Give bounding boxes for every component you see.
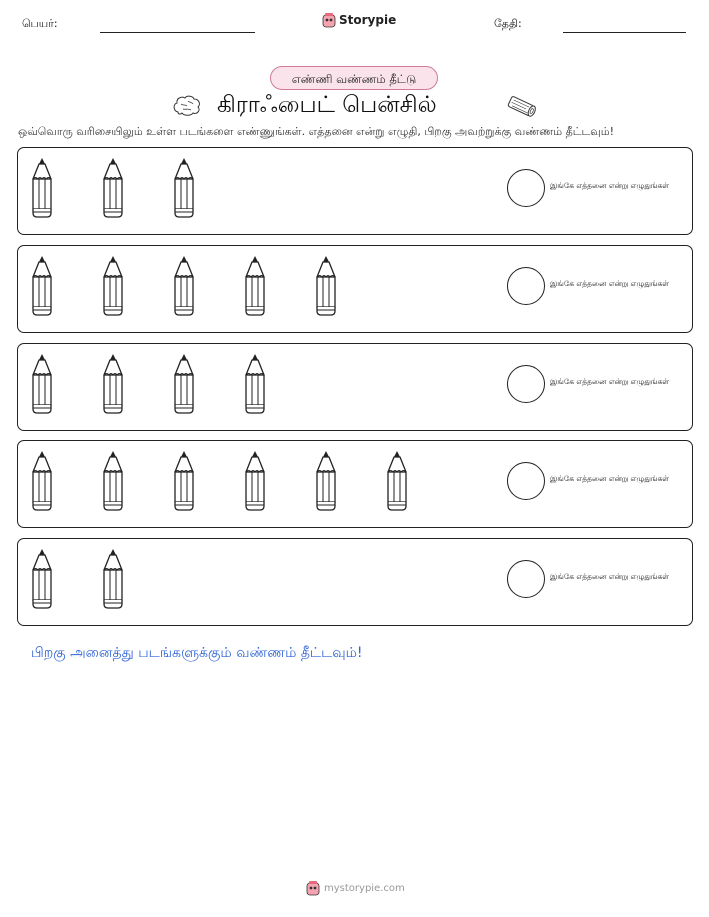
answer-circle[interactable] xyxy=(507,267,545,305)
date-label: தேதி: xyxy=(494,17,522,30)
name-write-line[interactable] xyxy=(100,32,255,33)
log-icon xyxy=(505,93,539,119)
footer-url: mystorypie.com xyxy=(324,882,405,894)
pencil-icon xyxy=(101,157,125,223)
pencil-icon xyxy=(172,157,196,223)
answer-prompt: இங்கே எத்தனை என்று எழுதுங்கள் xyxy=(550,279,670,288)
pencil-icon xyxy=(101,255,125,321)
counting-row xyxy=(17,343,693,431)
pencil-icon xyxy=(243,353,267,419)
storypie-brand xyxy=(322,12,396,28)
page-title: கிராஃபைட் பென்சில் xyxy=(217,92,437,118)
pencil-icon xyxy=(101,353,125,419)
answer-circle[interactable] xyxy=(507,365,545,403)
pencil-icon xyxy=(172,353,196,419)
brand-name: Storypie xyxy=(339,13,397,27)
counting-row xyxy=(17,245,693,333)
answer-circle[interactable] xyxy=(507,462,545,500)
counting-row xyxy=(17,147,693,235)
answer-prompt: இங்கே எத்தனை என்று எழுதுங்கள் xyxy=(550,474,670,483)
counting-row xyxy=(17,440,693,528)
name-label: பெயர்: xyxy=(22,17,58,30)
answer-prompt: இங்கே எத்தனை என்று எழுதுங்கள் xyxy=(550,377,670,386)
answer-prompt: இங்கே எத்தனை என்று எழுதுங்கள் xyxy=(550,181,670,190)
pencil-icon xyxy=(30,255,54,321)
pencil-icon xyxy=(30,548,54,614)
pencil-icon xyxy=(101,450,125,516)
answer-circle[interactable] xyxy=(507,169,545,207)
pencil-icon xyxy=(30,450,54,516)
brain-icon xyxy=(172,94,202,118)
footer-brand xyxy=(306,880,405,896)
pencil-icon xyxy=(30,353,54,419)
pencil-icon xyxy=(172,255,196,321)
storypie-logo-icon xyxy=(306,880,320,896)
pencil-icon xyxy=(243,450,267,516)
pencil-icon xyxy=(385,450,409,516)
footer-note: பிறகு அனைத்து படங்களுக்கும் வண்ணம் தீட்டவும்! xyxy=(31,645,363,661)
pencil-icon xyxy=(101,548,125,614)
title-row xyxy=(0,88,709,122)
pencil-icon xyxy=(314,255,338,321)
counting-row xyxy=(17,538,693,626)
pencil-icon xyxy=(243,255,267,321)
storypie-logo-icon xyxy=(322,12,336,28)
pencil-icon xyxy=(314,450,338,516)
instructions: ஒவ்வொரு வரிசையிலும் உள்ள படங்களை எண்ணுங்கள். எத்தனை என்று எழுதி, பிறகு அவற்றுக்கு வண்ணம் தீட்டவும்! xyxy=(18,125,615,138)
pencil-icon xyxy=(30,157,54,223)
activity-badge: எண்ணி வண்ணம் தீட்டு xyxy=(270,66,438,90)
date-write-line[interactable] xyxy=(563,32,686,33)
answer-circle[interactable] xyxy=(507,560,545,598)
pencil-icon xyxy=(172,450,196,516)
answer-prompt: இங்கே எத்தனை என்று எழுதுங்கள் xyxy=(550,572,670,581)
